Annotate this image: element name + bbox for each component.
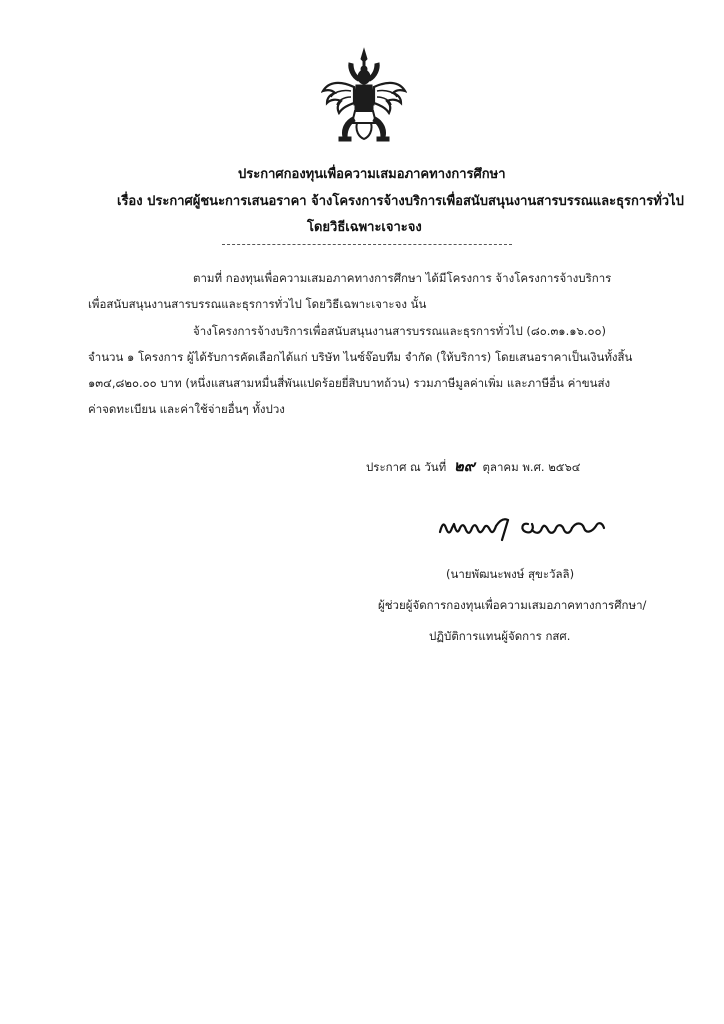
handwritten-signature — [436, 510, 608, 544]
signatory-name: (นายพัฒนะพงษ์ สุขะวัลลิ) — [446, 567, 575, 581]
announcement-method: โดยวิธีเฉพาะเจาะจง — [307, 220, 422, 235]
signatory-position-2: ปฏิบัติการแทนผู้จัดการ กสศ. — [429, 629, 571, 643]
body-line-4: จำนวน ๑ โครงการ ผู้ได้รับการคัดเลือกได้แก่ บริษัท ไนซ์จ๊อบทีม จำกัด (ให้บริการ) โดยเสนอราคาเป็นเงินทั้งสิ้น — [88, 350, 633, 364]
separator-line — [222, 244, 512, 245]
signatory-position-1: ผู้ช่วยผู้จัดการกองทุนเพื่อความเสมอภาคทางการศึกษา/ — [378, 598, 647, 612]
announcement-title: ประกาศกองทุนเพื่อความเสมอภาคทางการศึกษา — [238, 167, 506, 182]
announcement-subject: เรื่อง ประกาศผู้ชนะการเสนอราคา จ้างโครงการจ้างบริการเพื่อสนับสนุนงานสารบรรณและธุรการทั่วไป — [117, 194, 684, 209]
body-line-1: ตามที่ กองทุนเพื่อความเสมอภาคทางการศึกษา ได้มีโครงการ จ้างโครงการจ้างบริการ — [193, 271, 612, 285]
body-line-5: ๑๓๔,๘๒๐.๐๐ บาท (หนึ่งแสนสามหมื่นสี่พันแปดร้อยยี่สิบบาทถ้วน) รวมภาษีมูลค่าเพิ่ม และภาษีอื่น ค่าขนส่ง — [88, 376, 611, 390]
date-month-year: ตุลาคม พ.ศ. ๒๕๖๔ — [482, 460, 581, 474]
announcement-date — [366, 454, 581, 478]
garuda-emblem-icon — [321, 47, 407, 147]
body-line-3: จ้างโครงการจ้างบริการเพื่อสนับสนุนงานสารบรรณและธุรการทั่วไป (๘๐.๓๑.๑๖.๐๐) — [193, 324, 607, 338]
body-line-6: ค่าจดทะเบียน และค่าใช้จ่ายอื่นๆ ทั้งปวง — [88, 402, 285, 416]
body-line-2: เพื่อสนับสนุนงานสารบรรณและธุรการทั่วไป โดยวิธีเฉพาะเจาะจง นั้น — [88, 297, 427, 311]
date-prefix: ประกาศ ณ วันที่ — [366, 460, 447, 474]
date-day-handwritten: ๒๙ — [453, 457, 475, 475]
